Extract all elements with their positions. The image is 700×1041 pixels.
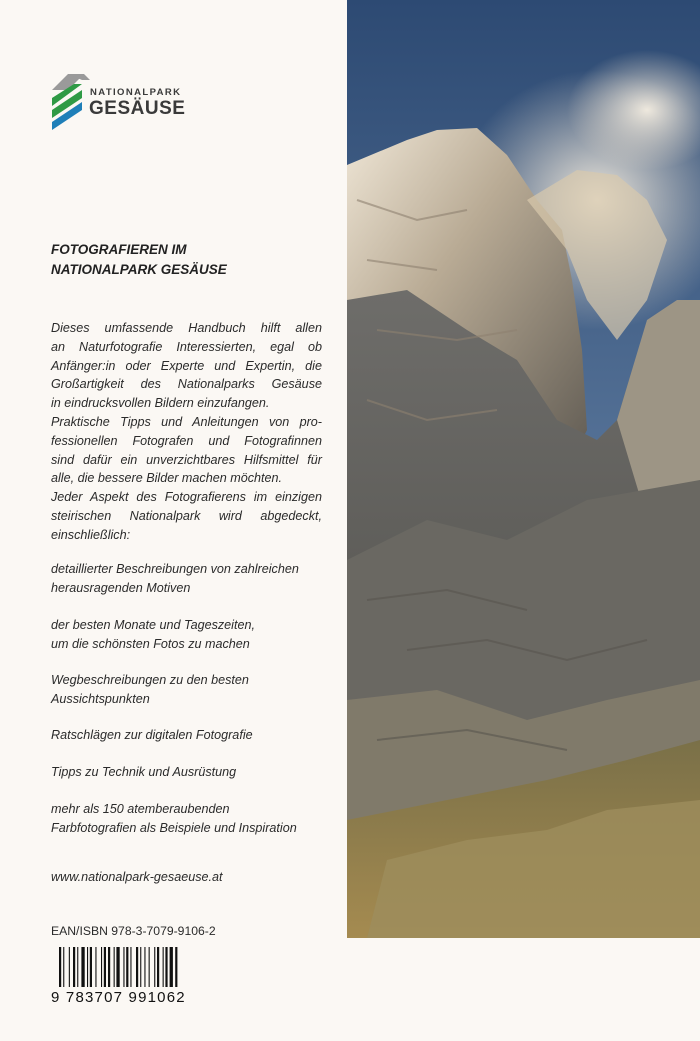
- barcode-bar: [81, 947, 84, 987]
- barcode-bar: [73, 947, 75, 987]
- barcode-bar: [101, 947, 102, 987]
- feature-item-line: Tipps zu Technik und Ausrüstung: [51, 765, 237, 779]
- book-title: [51, 240, 331, 280]
- barcode-bar: [170, 947, 173, 987]
- feature-item-line: detaillierter Beschreibungen von zahlreichen: [51, 562, 299, 576]
- barcode-bar: [175, 947, 177, 987]
- barcode-bar: [163, 947, 164, 987]
- description-line: steirischen Nationalpark wird abgedeckt,: [51, 508, 322, 523]
- barcode-bar: [69, 947, 70, 987]
- description-line: Anfänger:in oder Experte und Expertin, die: [51, 358, 322, 373]
- barcode-bar: [157, 947, 159, 987]
- ean-barcode: [51, 945, 236, 1005]
- feature-item-line: Ratschlägen zur digitalen Fotografie: [51, 728, 253, 742]
- description-line: Großartigkeit des Nationalparks Gesäuse: [51, 377, 322, 392]
- barcode-bar: [130, 947, 131, 987]
- book-description: [51, 319, 322, 545]
- barcode-bar: [87, 947, 88, 987]
- barcode-bar: [104, 947, 106, 987]
- description-line: Dieses umfassende Handbuch hilft allen: [51, 321, 322, 335]
- book-title-line: NATIONALPARK GESÄUSE: [51, 262, 227, 277]
- barcode-bar: [144, 947, 145, 987]
- feature-item: [51, 800, 341, 838]
- description-line: fessionellen Fotografen und Fotografinnen: [51, 433, 322, 448]
- barcode-bar: [95, 947, 96, 987]
- barcode-bar: [63, 947, 64, 987]
- description-line: sind dafür ein unverzichtbares Hilfsmittel für: [51, 452, 322, 467]
- barcode-bar: [77, 947, 78, 987]
- barcode-bar: [165, 947, 167, 987]
- feature-item-line: Aussichtspunkten: [51, 691, 150, 706]
- feature-item: [51, 763, 341, 782]
- barcode-bar: [59, 947, 61, 987]
- barcode-bar: [149, 947, 150, 987]
- description-line: an Naturfotografie Interessierten, egal ob: [51, 339, 322, 354]
- barcode-bar: [90, 947, 92, 987]
- barcode-digits: 9 783707 991062: [51, 989, 186, 1005]
- description-line: Jeder Aspekt des Fotografierens im einzigen: [51, 490, 322, 505]
- barcode-bar: [116, 947, 119, 987]
- feature-item-line: Wegbeschreibungen zu den besten: [51, 673, 249, 687]
- description-line: alle, die bessere Bilder machen möchten.: [51, 471, 283, 486]
- barcode-bar: [123, 947, 124, 987]
- feature-item-line: mehr als 150 atemberaubenden: [51, 802, 230, 816]
- description-line: einschließlich:: [51, 527, 131, 542]
- back-cover-text-panel: [0, 0, 347, 1041]
- barcode-bar: [108, 947, 110, 987]
- logo-text-nationalpark: NATIONALPARK: [90, 87, 182, 98]
- barcode-bar: [114, 947, 115, 987]
- barcode-bars: [59, 947, 177, 987]
- barcode-bar: [154, 947, 155, 987]
- feature-item: [51, 560, 341, 598]
- feature-item: [51, 726, 341, 745]
- description-line: Praktische Tipps und Anleitungen von pro-: [51, 414, 322, 429]
- barcode-bar: [140, 947, 141, 987]
- feature-item-line: der besten Monate und Tageszeiten,: [51, 618, 255, 632]
- feature-item: [51, 671, 341, 709]
- feature-item-line: herausragenden Motiven: [51, 580, 191, 595]
- barcode-bar: [136, 947, 138, 987]
- logo-text-gesaeuse: GESÄUSE: [89, 98, 186, 119]
- feature-item: [51, 616, 341, 654]
- barcode-bar: [126, 947, 128, 987]
- feature-item-line: um die schönsten Fotos zu machen: [51, 636, 250, 651]
- website-link[interactable]: www.nationalpark-gesaeuse.at: [51, 870, 223, 884]
- description-line: in eindrucksvollen Bildern einzufangen.: [51, 396, 270, 411]
- isbn-number: EAN/ISBN 978-3-7079-9106-2: [51, 924, 216, 938]
- mountain-photograph: [347, 0, 700, 938]
- book-title-line: FOTOGRAFIEREN IM: [51, 242, 187, 257]
- feature-item-line: Farbfotografien als Beispiele und Inspiration: [51, 820, 297, 835]
